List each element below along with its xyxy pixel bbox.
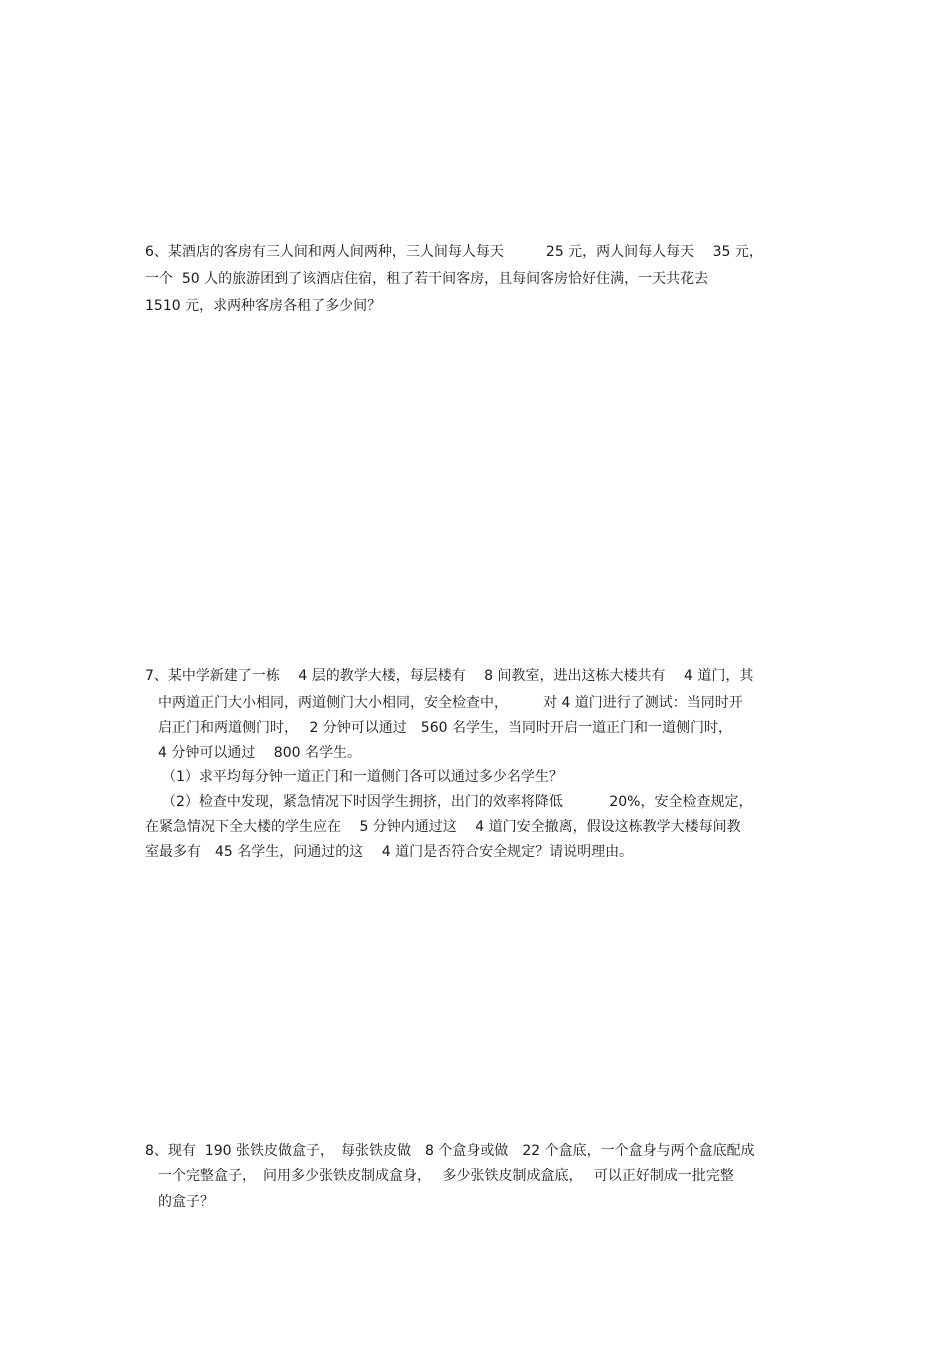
problem-7-line-7: 在紧急情况下全大楼的学生应在 5 分钟内通过这 4 道门安全撤离，假设这栋教学大楼每间教 (145, 819, 741, 835)
problem-7-line-4: 4 分钟可以通过 800 名学生。 (158, 745, 361, 761)
problem-7-line-8: 室最多有 45 名学生，问通过的这 4 道门是否符合安全规定？请说明理由。 (145, 844, 634, 860)
problem-7-line-5: （1）求平均每分钟一道正门和一道侧门各可以通过多少名学生？ (162, 769, 563, 785)
problem-7-line-6: （2）检查中发现，紧急情况下时因学生拥挤，出门的效率将降低 20%，安全检查规定， (162, 794, 753, 810)
problem-8-line-2: 一个完整盒子， 问用多少张铁皮制成盒身， 多少张铁皮制成盒底， 可以正好制成一批完整 (158, 1168, 734, 1184)
problem-7-line-3: 启正门和两道侧门时， 2 分钟可以通过 560 名学生，当同时开启一道正门和一道侧门时， (158, 720, 732, 736)
problem-8-line-1: 8、现有 190 张铁皮做盒子， 每张铁皮做 8 个盒身或做 22 个盒底，一个盒身与两个盒底配成 (145, 1143, 755, 1159)
problem-6-line-3: 1510 元，求两种客房各租了多少间？ (145, 298, 382, 314)
problem-7-line-1: 7、某中学新建了一栋 4 层的教学大楼，每层楼有 8 间教室，进出这栋大楼共有 4 道门，其 (145, 668, 754, 684)
problem-7-line-2: 中两道正门大小相同，两道侧门大小相同，安全检查中， 对 4 道门进行了测试：当同时开 (158, 695, 743, 711)
problem-8-line-3: 的盒子？ (158, 1194, 214, 1210)
problem-6-line-2: 一个 50 人的旅游团到了该酒店住宿，租了若干间客房，且每间客房恰好住满，一天共花去 (145, 271, 709, 287)
problem-6-line-1: 6、某酒店的客房有三人间和两人间两种，三人间每人每天 25 元，两人间每人每天 35 元， (145, 244, 763, 260)
